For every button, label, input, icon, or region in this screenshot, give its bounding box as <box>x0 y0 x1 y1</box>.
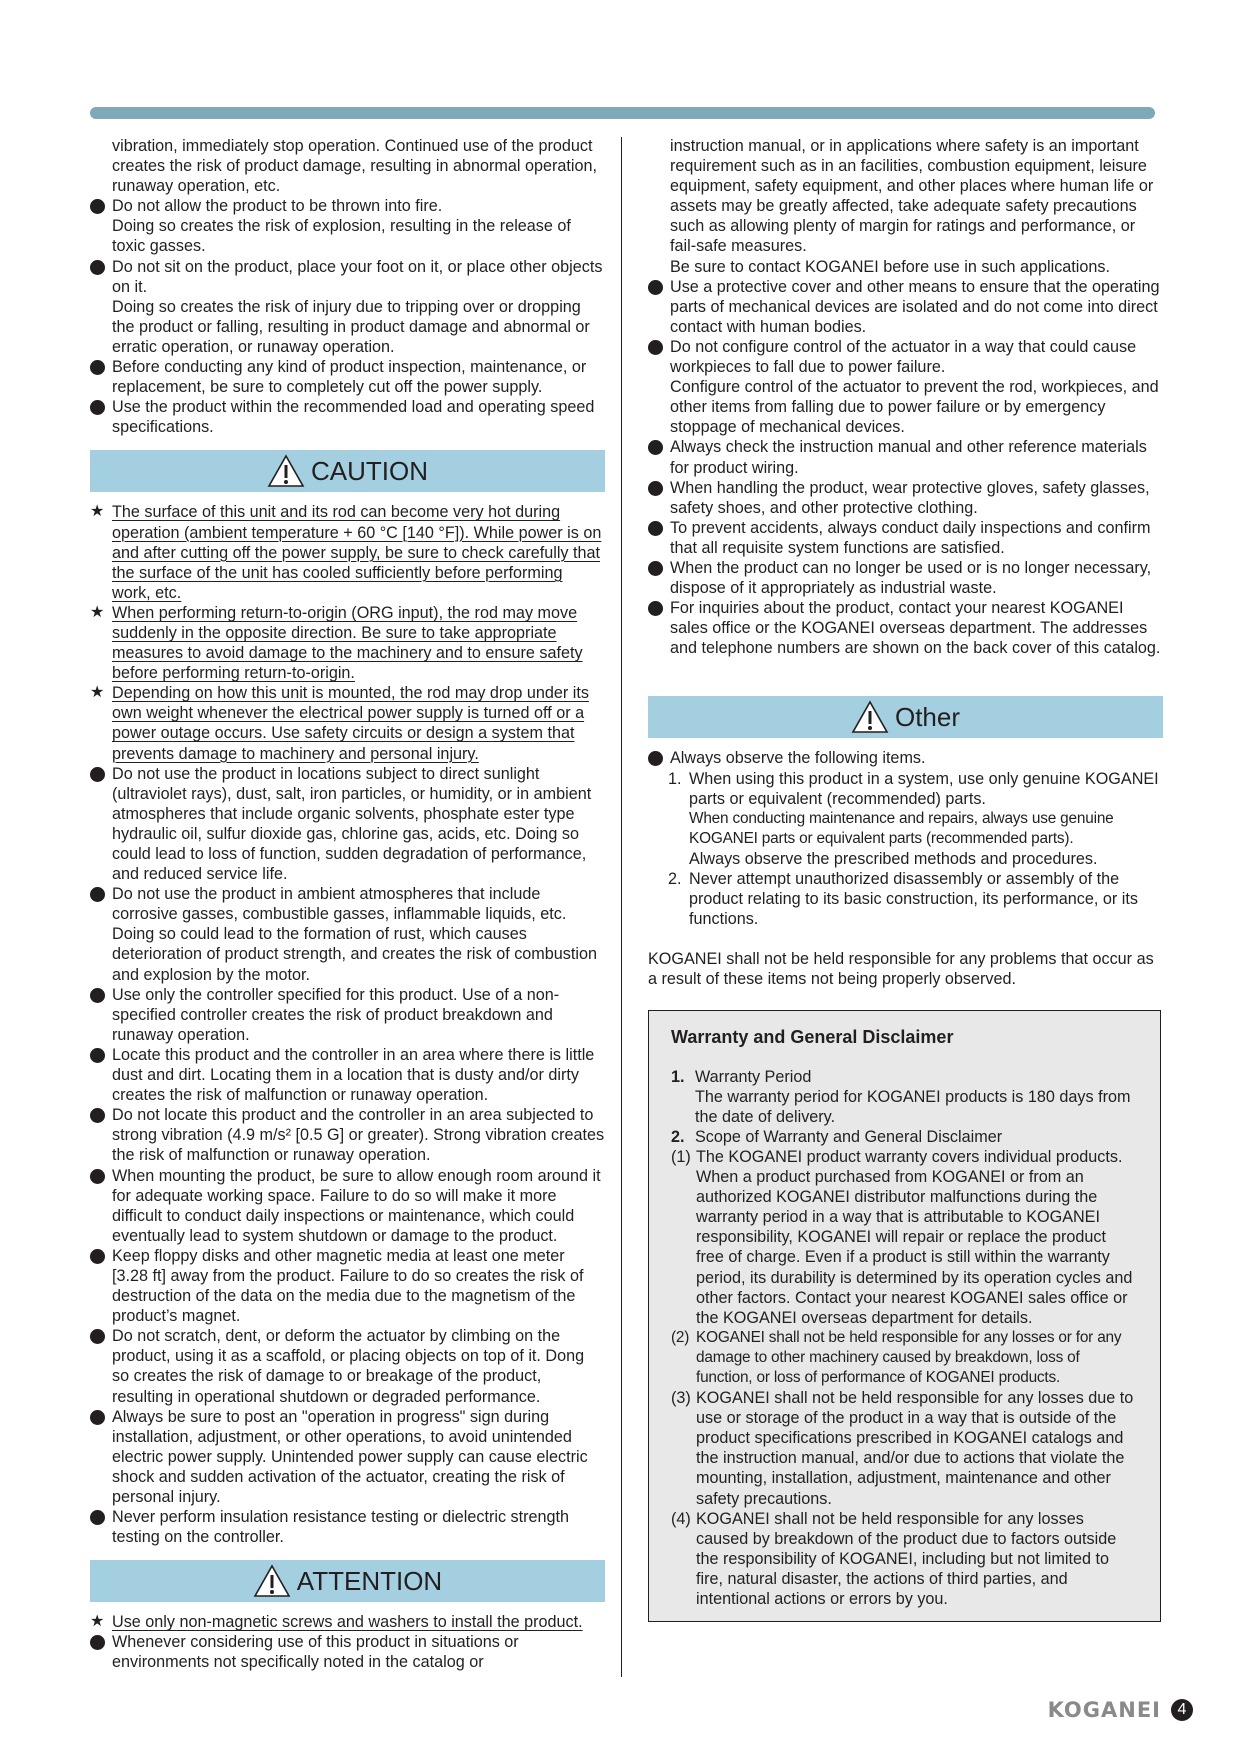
warning-item: Do not allow the product to be thrown into fire. Doing so creates the risk of explosion, resulting in the release of toxic gasses. <box>90 196 605 256</box>
bullet-icon <box>90 397 110 420</box>
koganei-logo: KOGANEI <box>1047 1698 1161 1722</box>
caution-item: Locate this product and the controller in an area where there is little dust and dirt. Locating them in a location that is dusty and/or dirty creates the risk of malfunction or runaway operation. <box>90 1045 605 1105</box>
warranty-clause: (4) KOGANEI shall not be held responsible for any losses caused by breakdown of the product due to factors outside the responsibility of KOGANEI, including but not limited to fire, natural disaster, the actions of third parties, and intentional actions or errors by you. <box>671 1509 1117 1608</box>
attention-item: Use a protective cover and other means to ensure that the operating parts of mechanical devices are isolated and do not come into direct contact with human bodies. <box>648 277 1163 337</box>
caution-item: Never perform insulation resistance testing or dielectric strength testing on the controller. <box>90 1507 605 1547</box>
bullet-icon <box>90 357 110 380</box>
attention-continued-text: instruction manual, or in applications where safety is an important requirement such as in an facilities, combustion equipment, leisure equipment, safety equipment, and other places where human life or assets may be greatly affected, take adequate safety precautions such as allowing plenty of margin for ratings and performance, or fail-safe measures. <box>670 137 1154 256</box>
caution-item: Do not use the product in ambient atmospheres that include corrosive gasses, combustible gasses, inflammable liquids, etc. Doing so could lead to the formation of rust, which causes deterioration of product strength, and creates the risk of combustion and explosion by the motor. <box>90 884 605 984</box>
bullet-icon <box>90 1507 110 1530</box>
attention-item: For inquiries about the product, contact your nearest KOGANEI sales office or the KOGANEI overseas department. The addresses and telephone numbers are shown on the back cover of this catalog. <box>648 598 1163 658</box>
attention-item: When handling the product, wear protective gloves, safety glasses, safety shoes, and other protective clothing. <box>648 478 1163 518</box>
bullet-icon <box>648 558 668 581</box>
attention-item: Always check the instruction manual and other reference materials for product wiring. <box>648 437 1163 477</box>
attention-item: When the product can no longer be used or is no longer necessary, dispose of it appropriately as industrial waste. <box>648 558 1163 598</box>
warranty-clause: (3) KOGANEI shall not be held responsible for any losses due to use or storage of the product in a way that is outside of the product specifications prescribed in KOGANEI catalogs and the instruction manual, and/or due to actions that violate the mounting, installation, adjustment, maintenance and other safety precautions. <box>671 1389 1134 1508</box>
caution-item: Do not scratch, dent, or deform the actuator by climbing on the product, using it as a scaffold, or placing objects on top of it. Dong so creates the risk of damage to or breakage of the product, resulting in operational shutdown or degraded performance. <box>90 1326 605 1406</box>
caution-title: CAUTION <box>311 456 428 487</box>
bullet-icon <box>648 478 668 501</box>
attention-star-item: ★ Use only non-magnetic screws and washers to install the product. <box>90 1613 583 1632</box>
bullet-icon <box>90 1045 110 1068</box>
caution-item: Always be sure to post an "operation in progress" sign during installation, adjustment, or other operations, to avoid unintended electric power supply. Unintended power supply can cause electric shock and sudden activation of the actuator, creating the risk of personal injury. <box>90 1407 605 1507</box>
page-footer <box>1048 1698 1193 1722</box>
bullet-icon <box>90 257 110 280</box>
attention-banner <box>90 1560 605 1602</box>
warranty-section: 1. Warranty Period The warranty period for KOGANEI products is 180 days from the date of delivery. <box>671 1067 1131 1126</box>
caution-item: When mounting the product, be sure to allow enough room around it for adequate working space. Failure to do so will make it more difficult to conduct daily inspections or maintenance, which could eventually lead to system shutdown or damage to the product. <box>90 1166 605 1246</box>
warranty-clause: (2) KOGANEI shall not be held responsible for any losses or for any damage to other machinery caused by breakdown, loss of function, or loss of performance of KOGANEI products. <box>671 1328 1122 1386</box>
attention-item: Whenever considering use of this product in situations or environments not specifically noted in the catalog or <box>90 1632 605 1672</box>
other-numbered-item: 1. When using this product in a system, use only genuine KOGANEI parts or equivalent (recommended) parts. When conducting maintenance and repairs, always use genuine KOGANEI parts or equivalent parts (recommended parts). Always observe the prescribed methods and procedures. <box>668 769 1159 868</box>
bullet-icon <box>648 277 668 300</box>
right-column <box>648 136 1163 1622</box>
bullet-icon <box>648 337 668 360</box>
disclaimer-note: KOGANEI shall not be held responsible for any problems that occur as a result of these items not being properly observed. <box>648 950 1154 989</box>
bullet-icon <box>90 1166 110 1189</box>
left-column <box>90 136 605 1673</box>
column-divider <box>621 137 622 1677</box>
caution-item: Keep floppy disks and other magnetic media at least one meter [3.28 ft] away from the product. Failure to do so creates the risk of destruction of the data on the media due to the magnetism of the product’s magnet. <box>90 1246 605 1326</box>
caution-item: Do not locate this product and the controller in an area subjected to strong vibration (4.9 m/s² [0.5 G] or greater). Strong vibration creates the risk of malfunction or runaway operation. <box>90 1105 605 1165</box>
page-number: 4 <box>1171 1699 1193 1721</box>
bullet-icon <box>90 1105 110 1128</box>
other-item: Always observe the following items. <box>648 748 1163 768</box>
attention-item: Do not configure control of the actuator in a way that could cause workpieces to fall due to power failure. Configure control of the actuator to prevent the rod, workpieces, and other items from falling due to power failure or by emergency stoppage of mechanical devices. <box>648 337 1163 437</box>
warranty-section: 2. Scope of Warranty and General Disclaimer <box>671 1127 1003 1146</box>
warranty-clause: (1) The KOGANEI product warranty covers individual products. When a product purchased from KOGANEI or from an authorized KOGANEI distributor malfunctions during the warranty period in a way that is attributable to KOGANEI responsibility, KOGANEI will repair or replace the product free of charge. Even if a product is still within the warranty period, its durability is determined by its operation cycles and other factors. Contact your nearest KOGANEI sales office or the KOGANEI overseas department for details. <box>671 1147 1133 1327</box>
bullet-icon <box>648 437 668 460</box>
caution-item: Do not use the product in locations subject to direct sunlight (ultraviolet rays), dust, salt, iron particles, or humidity, or in ambient atmospheres that include organic solvents, phosphate ester type hydraulic oil, sulfur dioxide gas, chlorine gas, acids, etc. Doing so could lead to loss of function, sudden degradation of performance, and reduced service life. <box>90 764 605 885</box>
caution-star-item: ★ When performing return-to-origin (ORG input), the rod may move suddenly in the opposite direction. Be sure to take appropriate measures to avoid damage to the machinery and to ensure safety before performing return-to-origin. <box>90 603 583 683</box>
caution-star-item: ★ The surface of this unit and its rod can become very hot during operation (ambient temperature + 60 °C [140 °F]). While power is on and after cutting off the power supply, be sure to check carefully that the surface of the unit has cooled sufficiently before performing work, etc. <box>90 503 602 602</box>
warning-triangle-icon <box>267 454 305 488</box>
bullet-icon <box>648 598 668 621</box>
warning-continued-text: vibration, immediately stop operation. Continued use of the product creates the risk of product damage, resulting in abnormal operation, runaway operation, etc. <box>112 137 597 196</box>
star-icon: ★ <box>90 503 105 521</box>
warning-item: Do not sit on the product, place your foot on it, or place other objects on it. Doing so creates the risk of injury due to tripping over or dropping the product or falling, resulting in product damage and abnormal or erratic operation, or runaway operation. <box>90 257 605 357</box>
caution-star-item: ★ Depending on how this unit is mounted, the rod may drop under its own weight whenever the electrical power supply is turned off or a power outage occurs. Use safety circuits or design a system that prevents damage to machinery and personal injury. <box>90 684 589 763</box>
attention-continued-text-2: Be sure to contact KOGANEI before use in such applications. <box>670 257 1110 276</box>
bullet-icon <box>90 1632 110 1655</box>
warning-triangle-icon <box>851 700 889 734</box>
bullet-icon <box>90 196 110 219</box>
bullet-icon <box>90 985 110 1008</box>
caution-banner <box>90 450 605 492</box>
star-icon: ★ <box>90 1613 105 1631</box>
star-icon: ★ <box>90 603 105 621</box>
bullet-icon <box>90 1246 110 1269</box>
warning-item: Before conducting any kind of product inspection, maintenance, or replacement, be sure to completely cut off the power supply. <box>90 357 605 397</box>
bullet-icon <box>90 764 110 787</box>
other-title: Other <box>894 702 961 733</box>
attention-item: To prevent accidents, always conduct daily inspections and confirm that all requisite system functions are satisfied. <box>648 518 1163 558</box>
attention-title: ATTENTION <box>296 1566 443 1597</box>
warranty-title: Warranty and General Disclaimer <box>671 1027 954 1048</box>
warning-triangle-icon <box>253 1564 291 1598</box>
warning-item: Use the product within the recommended load and operating speed specifications. <box>90 397 605 437</box>
warranty-box <box>648 1010 1161 1622</box>
star-icon: ★ <box>90 684 105 702</box>
caution-item: Use only the controller specified for this product. Use of a non-specified controller creates the risk of product breakdown and runaway operation. <box>90 985 605 1045</box>
other-banner <box>648 696 1163 738</box>
bullet-icon <box>90 884 110 907</box>
other-numbered-item: 2. Never attempt unauthorized disassembly or assembly of the product relating to its basic construction, its performance, or its functions. <box>668 870 1138 929</box>
bullet-icon <box>90 1407 110 1430</box>
bullet-icon <box>648 518 668 541</box>
header-bar <box>90 107 1155 119</box>
bullet-icon <box>90 1326 110 1349</box>
